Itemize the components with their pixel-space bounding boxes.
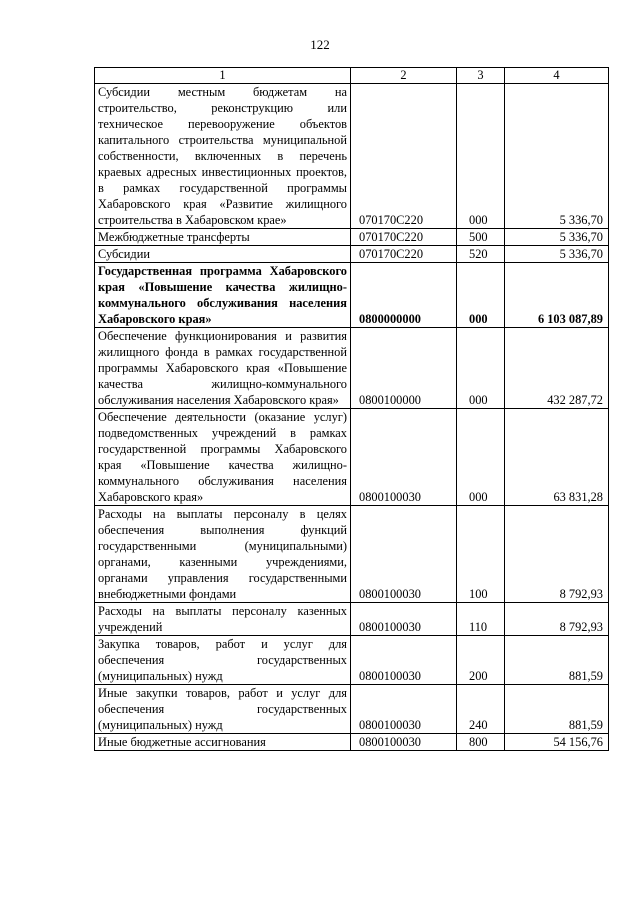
row-amount-cell: 8 792,93	[505, 506, 609, 603]
row-name-cell: Субсидии местным бюджетам на строительство, реконструкцию или техническое перевооружение объектов капитального строительства муниципальной собственности, включенных в перечень краевых адресных инвестиционных проектов, в рамках государственной программы Хабаровского края «Развитие жилищного строительства в Хабаровском крае»	[95, 84, 351, 229]
table-row	[95, 246, 609, 263]
table-body	[95, 68, 609, 751]
row-amount-cell: 5 336,70	[505, 229, 609, 246]
header-cell-2: 2	[351, 68, 457, 84]
row-code-cell: 0800100030	[351, 409, 457, 506]
row-name-cell: Обеспечение функционирования и развития жилищного фонда в рамках государственной программы Хабаровского края «Повышение качества жилищно-коммунального обслуживания населения Хабаровского края»	[95, 328, 351, 409]
row-amount-cell: 5 336,70	[505, 84, 609, 229]
row-name-cell: Обеспечение деятельности (оказание услуг) подведомственных учреждений в рамках государственной программы Хабаровского края «Повышение качества жилищно-коммунального обслуживания населения Хабаровского края»	[95, 409, 351, 506]
table-row	[95, 263, 609, 328]
row-type-cell: 000	[457, 263, 505, 328]
row-type-cell: 100	[457, 506, 505, 603]
row-name-cell: Межбюджетные трансферты	[95, 229, 351, 246]
header-cell-3: 3	[457, 68, 505, 84]
row-type-cell: 520	[457, 246, 505, 263]
table-row	[95, 636, 609, 685]
row-type-cell: 500	[457, 229, 505, 246]
row-amount-cell: 54 156,76	[505, 734, 609, 751]
row-name-cell: Закупка товаров, работ и услуг для обеспечения государственных (муниципальных) нужд	[95, 636, 351, 685]
row-code-cell: 0800100030	[351, 506, 457, 603]
row-code-cell: 0800100030	[351, 685, 457, 734]
row-amount-cell: 5 336,70	[505, 246, 609, 263]
row-name-cell: Государственная программа Хабаровского края «Повышение качества жилищно-коммунального обслуживания населения Хабаровского края»	[95, 263, 351, 328]
row-type-cell: 200	[457, 636, 505, 685]
table-header-row	[95, 68, 609, 84]
row-code-cell: 070170С220	[351, 84, 457, 229]
row-amount-cell: 6 103 087,89	[505, 263, 609, 328]
row-name-cell: Иные бюджетные ассигнования	[95, 734, 351, 751]
row-amount-cell: 8 792,93	[505, 603, 609, 636]
row-amount-cell: 432 287,72	[505, 328, 609, 409]
row-type-cell: 000	[457, 409, 505, 506]
table-row	[95, 734, 609, 751]
row-type-cell: 240	[457, 685, 505, 734]
row-code-cell: 070170С220	[351, 229, 457, 246]
row-code-cell: 0800100000	[351, 328, 457, 409]
row-code-cell: 070170С220	[351, 246, 457, 263]
row-name-cell: Иные закупки товаров, работ и услуг для обеспечения государственных (муниципальных) нужд	[95, 685, 351, 734]
page-number: 122	[310, 37, 330, 52]
table-row	[95, 603, 609, 636]
header-cell-1: 1	[95, 68, 351, 84]
row-amount-cell: 63 831,28	[505, 409, 609, 506]
row-code-cell: 0800100030	[351, 734, 457, 751]
table-row	[95, 84, 609, 229]
table-row	[95, 328, 609, 409]
table-row	[95, 506, 609, 603]
row-name-cell: Расходы на выплаты персоналу казенных учреждений	[95, 603, 351, 636]
table-row	[95, 409, 609, 506]
row-amount-cell: 881,59	[505, 685, 609, 734]
budget-table	[94, 67, 609, 751]
table-row	[95, 685, 609, 734]
row-amount-cell: 881,59	[505, 636, 609, 685]
row-code-cell: 0800000000	[351, 263, 457, 328]
row-type-cell: 110	[457, 603, 505, 636]
header-cell-4: 4	[505, 68, 609, 84]
row-name-cell: Субсидии	[95, 246, 351, 263]
row-name-cell: Расходы на выплаты персоналу в целях обеспечения выполнения функций государственными (муниципальными) органами, казенными учреждениями, органами управления государственными внебюджетными фондами	[95, 506, 351, 603]
row-type-cell: 000	[457, 328, 505, 409]
row-code-cell: 0800100030	[351, 603, 457, 636]
row-type-cell: 800	[457, 734, 505, 751]
row-code-cell: 0800100030	[351, 636, 457, 685]
table-row	[95, 229, 609, 246]
row-type-cell: 000	[457, 84, 505, 229]
